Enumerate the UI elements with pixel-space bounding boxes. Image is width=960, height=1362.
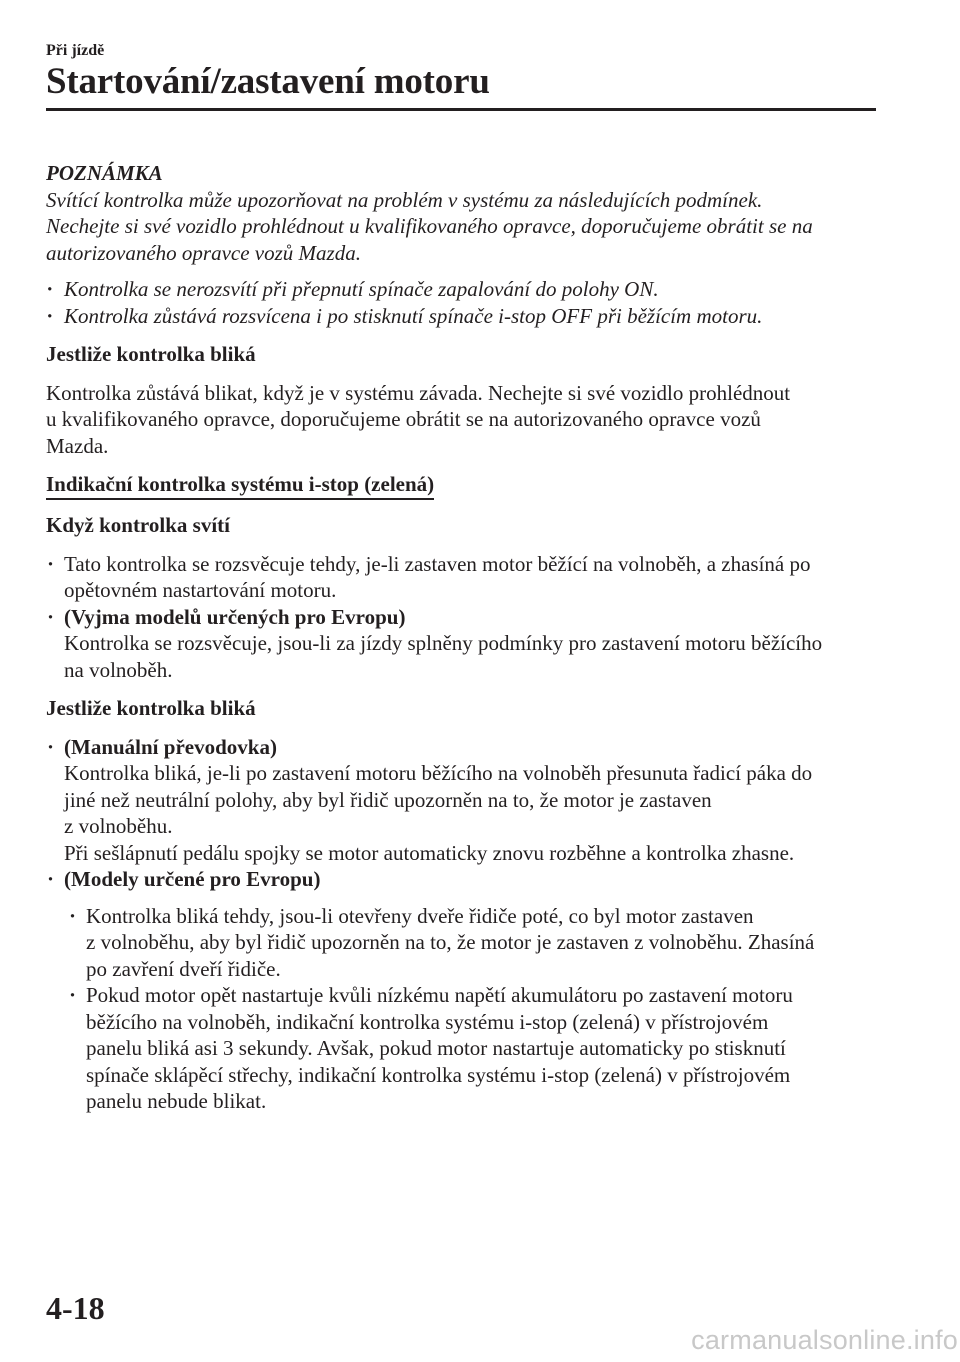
body-line: běžícího na volnoběh, indikační kontrolka systému i-stop (zelená) v přístrojovém bbox=[86, 1009, 769, 1034]
body-line: Kontrolka bliká, je-li po zastavení motoru běžícího na volnoběh přesunuta řadicí páka do bbox=[64, 761, 813, 785]
list-item-label: · (Modely určené pro Evropu) bbox=[64, 867, 321, 891]
list-item-label: · (Manuální převodovka) bbox=[64, 734, 277, 759]
body-line: · Tato kontrolka se rozsvěcuje tehdy, je-li zastaven motor běžící na volnoběh, a zhasíná po bbox=[64, 551, 811, 576]
body-line: na volnoběh. bbox=[64, 657, 173, 682]
chapter-label: Při jízdě bbox=[46, 42, 105, 59]
page-number: 4-18 bbox=[46, 1290, 105, 1326]
note-bullet: · Kontrolka se nerozsvítí při přepnutí spínače zapalování do polohy ON. bbox=[46, 276, 896, 303]
body-line: Při sešlápnutí pedálu spojky se motor automaticky znovu rozběhne a kontrolka zhasne. bbox=[64, 840, 795, 865]
body-line: Kontrolka zůstává blikat, když je v systému závada. Nechejte si své vozidlo prohlédnout bbox=[46, 380, 791, 405]
note-line: autorizovaného opravce vozů Mazda. bbox=[46, 240, 361, 265]
body-line: Kontrolka se rozsvěcuje, jsou-li za jízdy splněny podmínky pro zastavení motoru běžícího bbox=[64, 631, 823, 655]
note-line: Svítící kontrolka může upozorňovat na problém v systému za následujících podmínek. bbox=[46, 187, 763, 212]
page-content bbox=[46, 160, 896, 1115]
section-heading-underlined: Indikační kontrolka systému i-stop (zelená) bbox=[46, 472, 434, 500]
note-title: POZNÁMKA bbox=[46, 161, 163, 185]
note-line: Nechejte si své vozidlo prohlédnout u kvalifikovaného opravce, doporučujeme obrátit se na bbox=[46, 214, 813, 238]
body-line: po zavření dveří řidiče. bbox=[86, 956, 281, 981]
list-item-label: · (Vyjma modelů určených pro Evropu) bbox=[64, 604, 406, 629]
sub-list-item bbox=[46, 982, 896, 1115]
note-box bbox=[46, 160, 896, 329]
section-heading: Jestliže kontrolka bliká bbox=[46, 342, 256, 366]
body-line: opětovném nastartování motoru. bbox=[64, 578, 337, 602]
list-item bbox=[46, 734, 896, 867]
body-line: · Pokud motor opět nastartuje kvůli nízkému napětí akumulátoru po zastavení motoru bbox=[86, 983, 793, 1007]
subsection-heading: Jestliže kontrolka bliká bbox=[46, 696, 256, 720]
page-title: Startování/zastavení motoru bbox=[46, 61, 490, 102]
sub-list-item bbox=[46, 903, 896, 983]
list-item bbox=[46, 866, 896, 893]
body-line: jiné než neutrální polohy, aby byl řidič upozorněn na to, že motor je zastaven bbox=[64, 787, 712, 812]
subsection-heading: Když kontrolka svítí bbox=[46, 513, 230, 537]
body-line: spínače sklápěcí střechy, indikační kontrolka systému i-stop (zelená) v přístrojovém bbox=[86, 1062, 791, 1087]
body-line: · Kontrolka bliká tehdy, jsou-li otevřeny dveře řidiče poté, co byl motor zastaven bbox=[86, 903, 754, 928]
body-line: Mazda. bbox=[46, 433, 109, 458]
watermark: carmanualsonline.info bbox=[691, 1325, 958, 1355]
list-item bbox=[46, 604, 896, 684]
body-line: panelu bliká asi 3 sekundy. Avšak, pokud motor nastartuje automaticky po stisknutí bbox=[86, 1036, 786, 1060]
list-item bbox=[46, 551, 896, 604]
note-bullet: · Kontrolka zůstává rozsvícena i po stisknutí spínače i-stop OFF při běžícím motoru. bbox=[46, 303, 896, 330]
body-line: z volnoběhu, aby byl řidič upozorněn na to, že motor je zastaven z volnoběhu. Zhasíná bbox=[86, 930, 815, 954]
body-line: z volnoběhu. bbox=[64, 814, 173, 838]
body-line: u kvalifikovaného opravce, doporučujeme obrátit se na autorizovaného opravce vozů bbox=[46, 407, 761, 431]
title-rule bbox=[46, 108, 876, 111]
body-line: panelu nebude blikat. bbox=[86, 1089, 267, 1113]
